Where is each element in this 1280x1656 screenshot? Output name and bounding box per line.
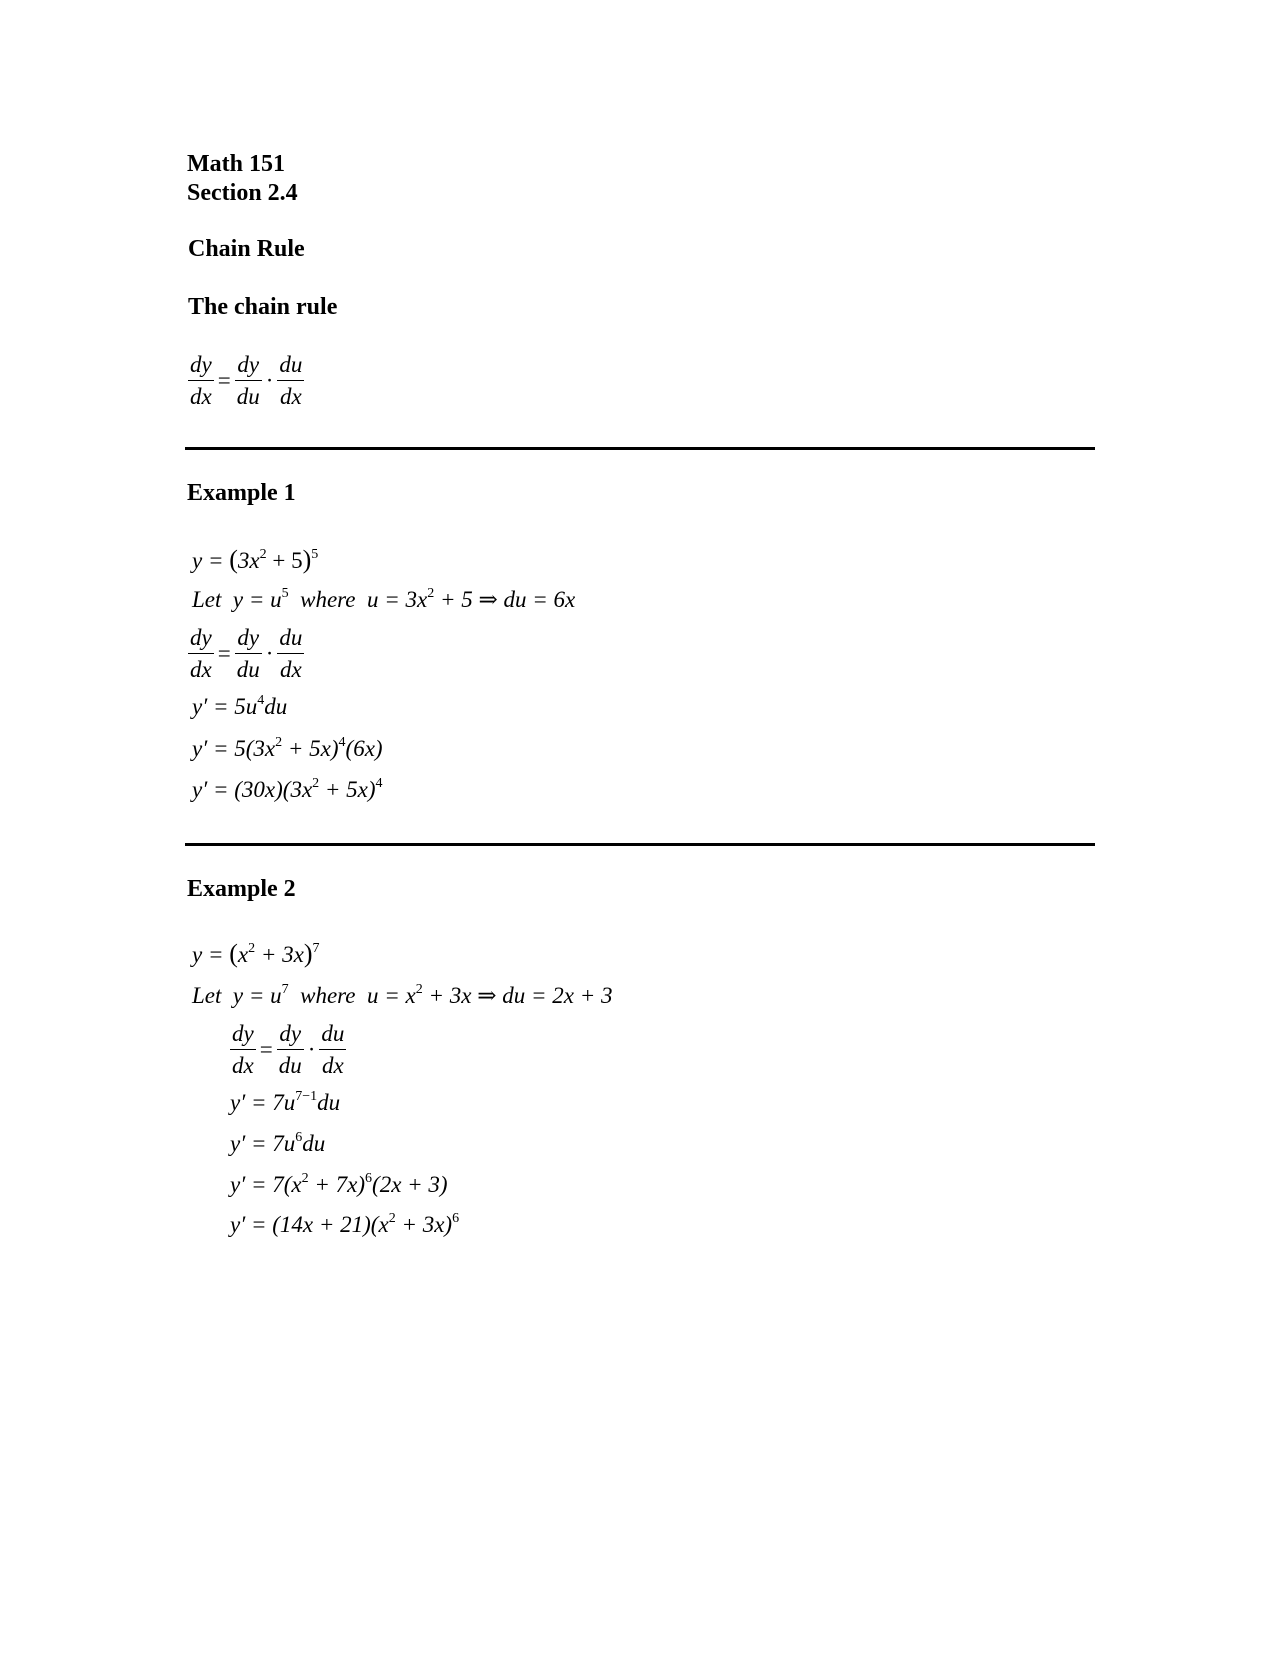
example2-step4: $y' = (14x + 21)(x^2 + 3x)^6$ — [230, 1211, 460, 1237]
example1-step3: $y' = (30x)(3x^2 + 5x)^4$ — [192, 776, 383, 802]
divider-2 — [185, 843, 1095, 846]
example2-substitution: Let $y = u^7$ where $u = x^2 + 3x$ ⇒ du = 2x + 3 — [192, 982, 613, 1008]
example2-step2: $y' = 7u^6du$ — [230, 1130, 326, 1156]
fraction-dy-dx: $\frac{dy}{dx}$ — [190, 352, 212, 409]
example1-chain-formula: $\frac{dy}{dx}$ = $\frac{dy}{du}$ · $\frac{du}{dx}$ — [190, 625, 303, 682]
example1-substitution: Let $y = u^5$ where $u = 3x^2 + 5$ ⇒ du = 6x — [192, 586, 576, 612]
example1-given: $y = (3x^2 + 5)^5$ — [192, 545, 319, 574]
example1-step1: $y' = 5u^4du$ — [192, 693, 288, 719]
topic-heading: Chain Rule — [188, 236, 305, 262]
section-title: Section 2.4 — [187, 180, 298, 206]
example1-heading: Example 1 — [187, 480, 296, 506]
divider-1 — [185, 447, 1095, 450]
example2-given: $y = (x^2 + 3x)^7$ — [192, 939, 320, 968]
example2-heading: Example 2 — [187, 876, 296, 902]
definition-heading: The chain rule — [188, 294, 338, 320]
fraction-du-dx: $\frac{du}{dx}$ — [279, 352, 303, 409]
course-title: Math 151 — [187, 151, 285, 177]
chain-rule-formula: $\frac{dy}{dx}$ = $\frac{dy}{du}$ · $\frac{du}{dx}$ — [190, 352, 303, 409]
example2-step3: $y' = 7(x^2 + 7x)^6(2x + 3)$ — [230, 1171, 448, 1197]
example2-step1: $y' = 7u^{7-1}du$ — [230, 1089, 341, 1115]
fraction-dy-du: $\frac{dy}{du}$ — [236, 352, 260, 409]
example2-chain-formula: $\frac{dy}{dx}$ = $\frac{dy}{du}$ · $\frac{du}{dx}$ — [232, 1021, 345, 1078]
example1-step2: $y' = 5(3x^2 + 5x)^4(6x)$ — [192, 735, 383, 761]
